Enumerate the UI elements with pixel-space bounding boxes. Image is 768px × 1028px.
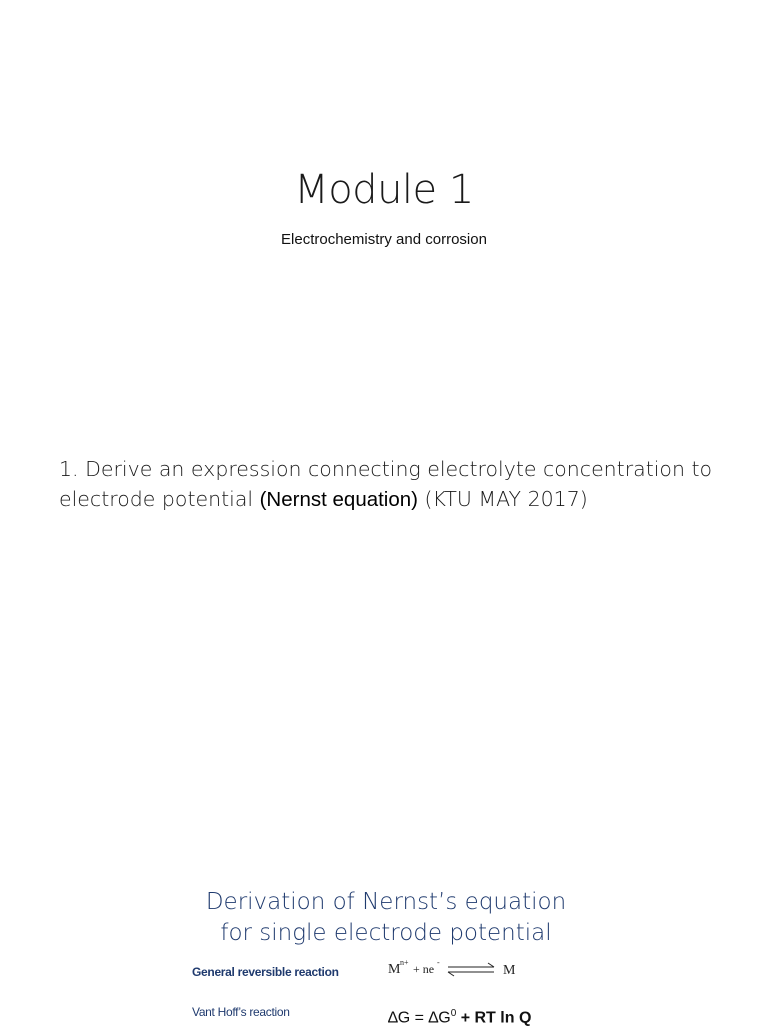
- reaction-electron: + ne: [413, 962, 435, 976]
- derivation-title: [0, 887, 768, 949]
- derivation-title-line2: for single electrode potential: [220, 920, 552, 946]
- equation-rt-ln-q: + RT ln Q: [456, 1009, 532, 1027]
- question-prefix: 1. Derive an expression connecting electrolyte concentration to electrode potential: [59, 457, 713, 511]
- vant-hoff-equation: [388, 1004, 531, 1028]
- slide-question: [0, 300, 768, 840]
- question-suffix: (KTU MAY 2017): [418, 487, 588, 511]
- equation-dg0: ∆G: [428, 1009, 451, 1027]
- question-text: [59, 454, 749, 515]
- equation-superscript: 0: [450, 1008, 457, 1019]
- vant-hoff-label: Vant Hoff’s reaction: [192, 1005, 290, 1019]
- question-emphasis: (Nernst equation): [259, 488, 418, 511]
- reaction-charge: n+: [400, 958, 409, 967]
- slide-derivation: [0, 840, 768, 1027]
- derivation-title-line1: Derivation of Nernst’s equation: [205, 889, 567, 915]
- equation-lhs: ∆G =: [388, 1009, 429, 1027]
- reaction-product: M: [503, 963, 516, 978]
- general-reaction-label: General reversible reaction: [192, 965, 339, 979]
- reaction-reactant: M: [388, 962, 401, 977]
- slide-title: [0, 0, 768, 300]
- reversible-reaction-equation: [388, 956, 528, 986]
- module-title: Module 1: [294, 167, 474, 213]
- module-subtitle: Electrochemistry and corrosion: [281, 231, 487, 248]
- equilibrium-arrow-icon: [448, 963, 494, 976]
- reaction-electron-sign: -: [437, 958, 440, 967]
